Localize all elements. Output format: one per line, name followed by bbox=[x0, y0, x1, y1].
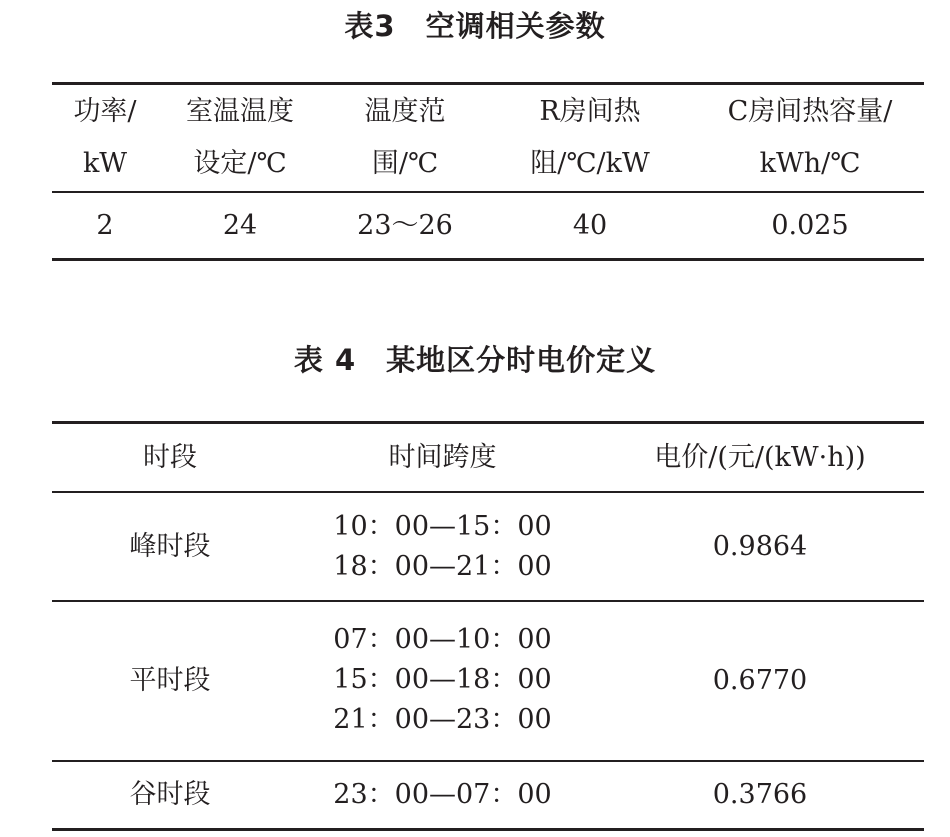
table3-header-power: 功率/ kW bbox=[73, 96, 137, 179]
time-span: 21：00—23：00 bbox=[333, 704, 552, 735]
table4-row-peak-period: 峰时段 bbox=[129, 531, 211, 562]
table4-row-flat-price: 0.6770 bbox=[712, 665, 808, 696]
table4-row-valley-price: 0.3766 bbox=[712, 779, 808, 810]
table4-row-valley-period: 谷时段 bbox=[129, 779, 211, 810]
table3-cell-setpoint: 24 bbox=[222, 210, 258, 241]
time-span: 18：00—21：00 bbox=[333, 551, 552, 582]
time-span: 07：00—10：00 bbox=[333, 624, 552, 655]
table4-row-peak-spans bbox=[300, 507, 585, 587]
table3-header-setpoint: 室温温度 设定/℃ bbox=[186, 96, 294, 179]
table4-bottom-rule bbox=[52, 828, 924, 831]
table3-header-rule bbox=[52, 191, 924, 193]
table3-header-resistance: R房间热 阻/℃/kW bbox=[530, 96, 650, 179]
table3-cell-range: 23～26 bbox=[357, 210, 453, 241]
table3-bottom-rule bbox=[52, 258, 924, 261]
table4-header-price: 电价/(元/(kW·h)) bbox=[654, 442, 866, 473]
table3-cell-power: 2 bbox=[96, 210, 114, 241]
time-span: 23：00—07：00 bbox=[333, 779, 552, 810]
table3-cell-resistance: 40 bbox=[572, 210, 608, 241]
table3-top-rule bbox=[52, 82, 924, 85]
time-span: 15：00—18：00 bbox=[333, 664, 552, 695]
table3-cell-capacity: 0.025 bbox=[771, 210, 849, 241]
table4-row-valley-spans bbox=[300, 775, 585, 815]
table4-row-flat-spans bbox=[300, 620, 585, 740]
table4-row-rule bbox=[52, 600, 924, 602]
table4-row-rule bbox=[52, 760, 924, 762]
table4-row-flat-period: 平时段 bbox=[129, 665, 211, 696]
table3-header-capacity: C房间热容量/ kWh/℃ bbox=[727, 96, 893, 179]
table3-header-range: 温度范 围/℃ bbox=[364, 96, 446, 179]
table4-caption: 表 4 某地区分时电价定义 bbox=[293, 343, 657, 377]
table4-header-rule bbox=[52, 491, 924, 493]
time-span: 10：00—15：00 bbox=[333, 511, 552, 542]
table4-top-rule bbox=[52, 421, 924, 424]
table4-header-period: 时段 bbox=[143, 442, 197, 473]
table4-row-peak-price: 0.9864 bbox=[712, 531, 808, 562]
table3-caption: 表3 空调相关参数 bbox=[344, 9, 606, 43]
table4-header-span: 时间跨度 bbox=[388, 442, 497, 473]
